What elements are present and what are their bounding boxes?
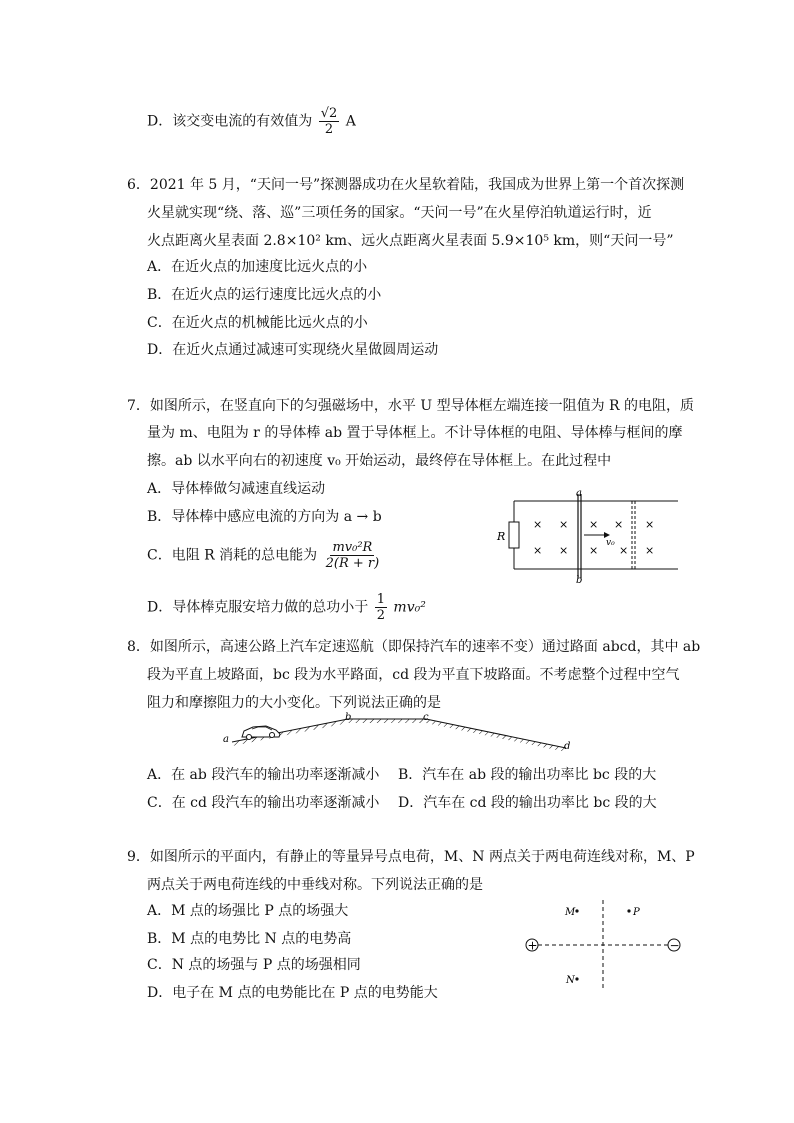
q7-option-c [147, 540, 383, 571]
q9-option-d: D．电子在 M 点的电势能比在 P 点的电势能大 [147, 985, 438, 1001]
q8-option-a: A．在 ab 段汽车的输出功率逐渐减小 [147, 767, 380, 783]
q7-circuit-figure [496, 490, 686, 585]
minus-sign: − [669, 938, 680, 953]
q9-label-N: N [566, 975, 575, 986]
q7-label-R: R [497, 530, 506, 543]
cross: × [533, 518, 543, 531]
q6-option-a: A．在近火点的加速度比远火点的小 [147, 259, 368, 275]
q5-frac-num: √2 [320, 106, 338, 121]
q7-label-v0: v₀ [606, 538, 615, 548]
negative-charge-icon [668, 939, 680, 953]
q9-option-a: A．M 点的场强比 P 点的场强大 [147, 903, 349, 919]
positive-charge-icon [526, 939, 538, 953]
q8-label-a: a [223, 734, 229, 745]
q6-stem-line-3: 火点距离火星表面 2.8×10² km、远火点距离火星表面 5.9×10⁵ km，则“天问一号” [147, 233, 674, 249]
q9-stem-line-2: 两点关于两电荷连线的中垂线对称。下列说法正确的是 [147, 877, 483, 893]
q5-option-d [147, 106, 356, 137]
q7-option-c-num: mv₀²R [332, 540, 373, 555]
q9-option-b: B．M 点的电势比 N 点的电势高 [147, 931, 352, 947]
q9-charges-figure [520, 895, 690, 995]
q9-stem-line-1: 9．如图所示的平面内，有静止的等量异号点电荷，M、N 两点关于两电荷连线对称，M、P [127, 849, 695, 865]
cross: × [645, 518, 655, 531]
q6-stem-line-1: 6．2021 年 5 月，“天问一号”探测器成功在火星软着陆，我国成为世界上第一个首次探测 [127, 177, 685, 193]
q6-stem-line-2: 火星就实现“绕、落、巡”三项任务的国家。“天问一号”在火星停泊轨道运行时，近 [147, 205, 652, 221]
cross: × [619, 544, 629, 557]
q7-option-d-label: D．导体棒克服安培力做的总功小于 [147, 599, 369, 616]
plus-sign: + [527, 938, 538, 953]
cross: × [589, 544, 599, 557]
q7-option-d [147, 592, 426, 623]
q7-option-d-den: 2 [376, 608, 385, 623]
cross: × [533, 544, 543, 557]
q7-option-c-fraction [324, 540, 382, 571]
q6-option-c: C．在近火点的机械能比远火点的小 [147, 315, 368, 331]
q7-option-b: B．导体棒中感应电流的方向为 a → b [147, 509, 382, 525]
q7-label-b: b [576, 575, 583, 586]
q9-label-P: P [633, 907, 640, 918]
cross: × [559, 544, 569, 557]
cross: × [645, 544, 655, 557]
q7-option-d-tail: mv₀² [393, 599, 426, 616]
q7-stem-line-1: 7．如图所示，在竖直向下的匀强磁场中，水平 U 型导体框左端连接一阻值为 R 的电阻，质 [127, 398, 695, 414]
q9-label-M: M [565, 907, 576, 918]
q5-unit: A [345, 113, 356, 130]
q7-option-a: A．导体棒做匀减速直线运动 [147, 481, 326, 497]
q8-stem-line-2: 段为平直上坡路面，bc 段为水平路面，cd 段为平直下坡路面。不考虑整个过程中空气 [147, 667, 680, 683]
q5-fraction [319, 106, 340, 137]
q7-option-c-label: C．电阻 R 消耗的总电能为 [147, 547, 318, 564]
cross: × [559, 518, 569, 531]
q8-label-d: d [564, 741, 571, 752]
q8-road-figure [220, 710, 580, 755]
q7-field-crosses [533, 518, 654, 557]
q7-option-c-den: 2(R + r) [325, 556, 380, 571]
q7-stem-line-2: 量为 m、电阻为 r 的导体棒 ab 置于导体框上。不计导体框的电阻、导体棒与框间的摩 [147, 425, 683, 441]
car-icon [242, 726, 280, 740]
q8-label-c: c [423, 712, 429, 723]
q7-option-d-fraction [375, 592, 387, 623]
q5-option-d-label: D．该交变电流的有效值为 [147, 113, 313, 130]
cross: × [589, 518, 599, 531]
q8-stem-line-1: 8．如图所示，高速公路上汽车定速巡航（即保持汽车的速率不变）通过路面 abcd，其中 ab [127, 639, 701, 655]
cross: × [614, 518, 624, 531]
q5-frac-den: 2 [324, 122, 334, 137]
q6-option-d: D．在近火点通过减速可实现绕火星做圆周运动 [147, 342, 439, 358]
q7-label-a: a [576, 488, 582, 499]
q7-resistor [509, 522, 519, 548]
q8-stem-line-3: 阻力和摩擦阻力的大小变化。下列说法正确的是 [147, 695, 441, 711]
q8-option-c: C．在 cd 段汽车的输出功率逐渐减小 [147, 795, 380, 811]
q8-option-b: B．汽车在 ab 段的输出功率比 bc 段的大 [398, 767, 657, 783]
q7-option-d-num: 1 [376, 592, 385, 607]
q8-label-b: b [345, 712, 352, 723]
q6-option-b: B．在近火点的运行速度比远火点的小 [147, 287, 382, 303]
q7-stem-line-3: 擦。ab 以水平向右的初速度 v₀ 开始运动，最终停在导体框上。在此过程中 [147, 453, 612, 469]
q9-option-c: C．N 点的场强与 P 点的场强相同 [147, 957, 361, 973]
q8-option-d: D．汽车在 cd 段的输出功率比 bc 段的大 [398, 795, 657, 811]
